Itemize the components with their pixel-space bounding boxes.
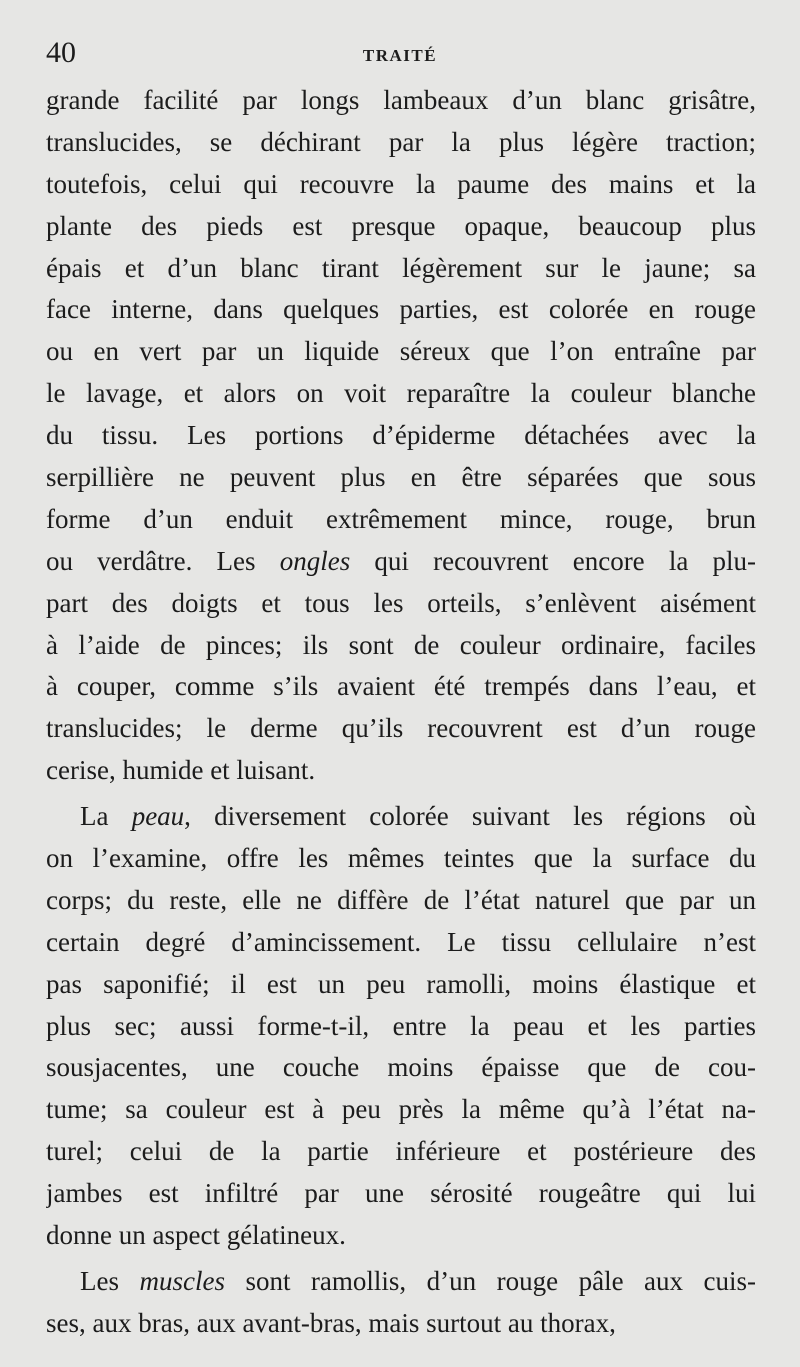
text-line: translucides, se déchirant par la plus légère traction; (46, 126, 756, 157)
page-number: 40 (46, 36, 76, 69)
text-line: pas saponifié; il est un peu ramolli, moins élastique et (46, 968, 756, 999)
paragraph (46, 796, 756, 1257)
text-run: sont ramollis, d’un rouge pâle aux cuis- (224, 1265, 756, 1296)
text-run: La (80, 801, 132, 832)
paragraph (46, 80, 756, 792)
text-run: ou verdâtre. Les (46, 545, 280, 576)
text-run: qui recouvrent encore la plu- (350, 545, 756, 576)
text-line: ou en vert par un liquide séreux que l’on entraîne par (46, 336, 756, 367)
text-line: sousjacentes, une couche moins épaisse que de cou- (46, 1052, 756, 1083)
italic-term: muscles (139, 1265, 225, 1296)
text-line: tume; sa couleur est à peu près la même qu’à l’état na- (46, 1094, 756, 1125)
text-line: certain degré d’amincissement. Le tissu cellulaire n’est (46, 926, 756, 957)
text-line: donne un aspect gélatineux. (46, 1220, 346, 1251)
text-line: à l’aide de pinces; ils sont de couleur ordinaire, faciles (46, 629, 756, 660)
text-line (46, 796, 756, 838)
text-line: plante des pieds est presque opaque, beaucoup plus (46, 210, 756, 241)
text-line: part des doigts et tous les orteils, s’enlèvent aisément (46, 587, 756, 618)
text-line: corps; du reste, elle ne diffère de l’état naturel que par un (46, 884, 756, 915)
text-line: on l’examine, offre les mêmes teintes que la surface du (46, 843, 756, 874)
text-line: ses, aux bras, aux avant-bras, mais surtout au thorax, (46, 1307, 616, 1338)
text-line (46, 1261, 756, 1303)
body-text (46, 80, 756, 1345)
text-line: jambes est infiltré par une sérosité rougeâtre qui lui (46, 1178, 756, 1209)
page-header (46, 36, 754, 76)
italic-term: peau (131, 801, 185, 832)
text-line: épais et d’un blanc tirant légèrement sur le jaune; sa (46, 252, 756, 283)
text-line: plus sec; aussi forme-t-il, entre la peau et les parties (46, 1010, 756, 1041)
text-line: face interne, dans quelques parties, est colorée en rouge (46, 294, 756, 325)
text-line: translucides; le derme qu’ils recouvrent est d’un rouge (46, 713, 756, 744)
text-line: serpillière ne peuvent plus en être séparées que sous (46, 462, 756, 493)
running-title: TRAITÉ (362, 46, 438, 65)
text-line: à couper, comme s’ils avaient été trempés dans l’eau, et (46, 671, 756, 702)
text-run: Les (80, 1265, 140, 1296)
text-line: le lavage, et alors on voit reparaître la couleur blanche (46, 378, 756, 409)
text-run: , diversement colorée suivant les régions où (184, 801, 756, 832)
text-line: forme d’un enduit extrêmement mince, rouge, brun (46, 503, 756, 534)
text-line (46, 541, 756, 583)
paragraph (46, 1261, 756, 1345)
text-line: grande facilité par longs lambeaux d’un blanc grisâtre, (46, 85, 756, 115)
text-line: du tissu. Les portions d’épiderme détachées avec la (46, 420, 756, 451)
italic-term: ongles (279, 545, 351, 576)
text-line: cerise, humide et luisant. (46, 755, 316, 786)
text-line: turel; celui de la partie inférieure et postérieure des (46, 1136, 756, 1167)
text-line: toutefois, celui qui recouvre la paume des mains et la (46, 168, 756, 199)
